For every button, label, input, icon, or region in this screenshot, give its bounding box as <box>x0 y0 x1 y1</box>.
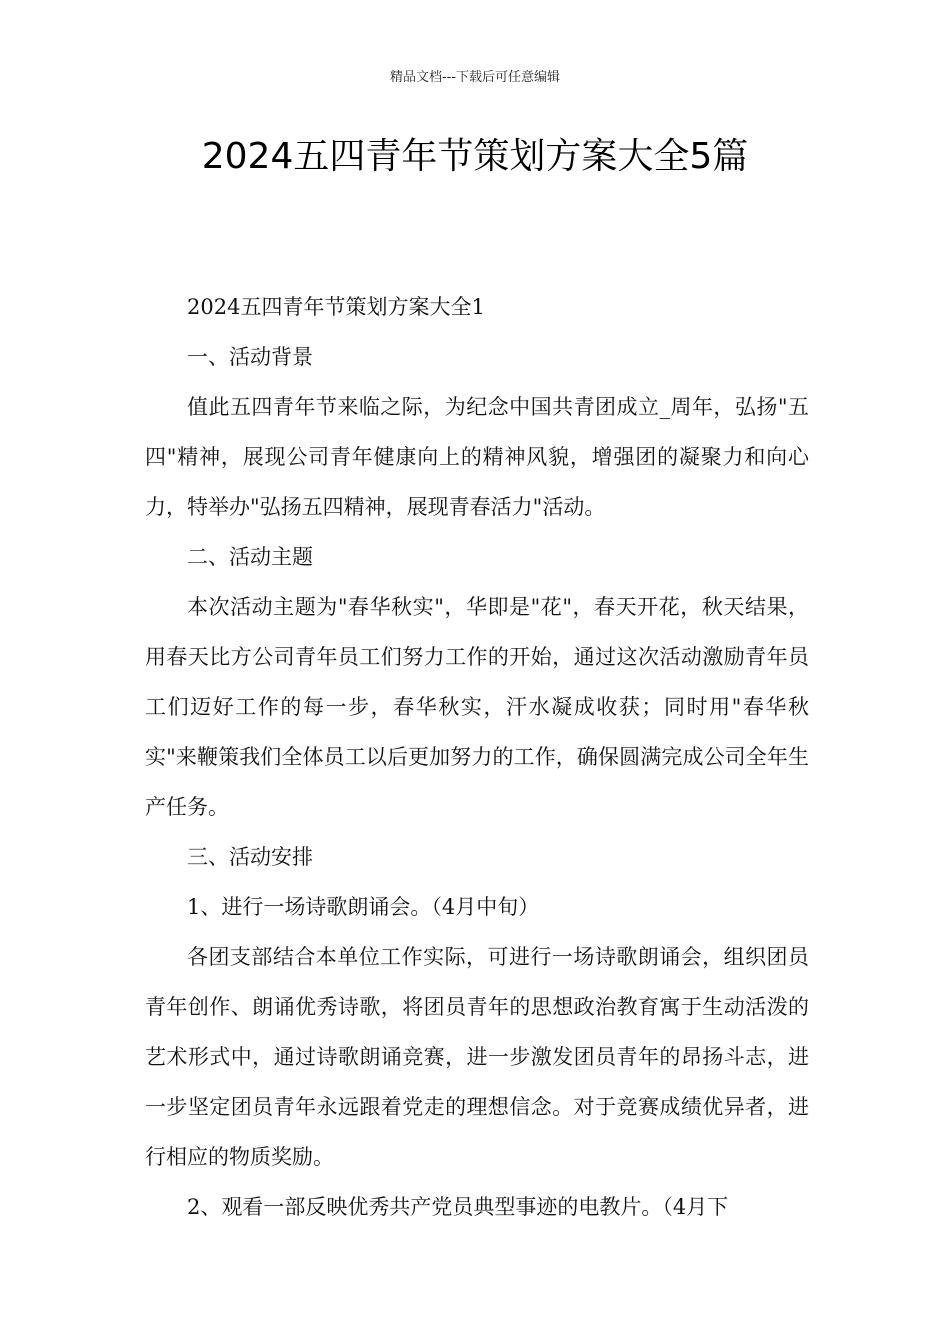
heading-activity-arrangement: 三、活动安排 <box>187 845 313 869</box>
document-title: 2024五四青年节策划方案大全5篇 <box>201 136 749 177</box>
document-header-note: 精品文档---下载后可任意编辑 <box>389 70 561 85</box>
paragraph-poetry-recital: 各团支部结合本单位工作实际，可进行一场诗歌朗诵会，组织团员青年创作、朗诵优秀诗歌，将团员青年的思想政治教育寓于生动活泼的艺术形式中，通过诗歌朗诵竞赛，进一步激发团员青年的昂扬斗志，进一步坚定团员青年永远跟着党走的理想信念。对于竞赛成绩优异者，进行相应的物质奖励。 <box>145 945 809 1169</box>
item-poetry-recital: 1、进行一场诗歌朗诵会。（4月中旬） <box>187 895 540 919</box>
document-body <box>145 282 809 1232</box>
section-title: 2024五四青年节策划方案大全1 <box>187 295 485 319</box>
heading-activity-background: 一、活动背景 <box>187 345 313 369</box>
paragraph-background: 值此五四青年节来临之际，为纪念中国共青团成立_周年，弘扬"五四"精神，展现公司青年健康向上的精神风貌，增强团的凝聚力和向心力，特举办"弘扬五四精神，展现青春活力"活动。 <box>145 395 809 519</box>
paragraph-theme: 本次活动主题为"春华秋实"，华即是"花"，春天开花，秋天结果，用春天比方公司青年员工们努力工作的开始，通过这次活动激励青年员工们迈好工作的每一步，春华秋实，汗水凝成收获；同时用"春华秋实"来鞭策我们全体员工以后更加努力的工作，确保圆满完成公司全年生产任务。 <box>145 595 809 819</box>
item-educational-film: 2、观看一部反映优秀共产党员典型事迹的电教片。（4月下 <box>187 1195 729 1219</box>
heading-activity-theme: 二、活动主题 <box>187 545 313 569</box>
